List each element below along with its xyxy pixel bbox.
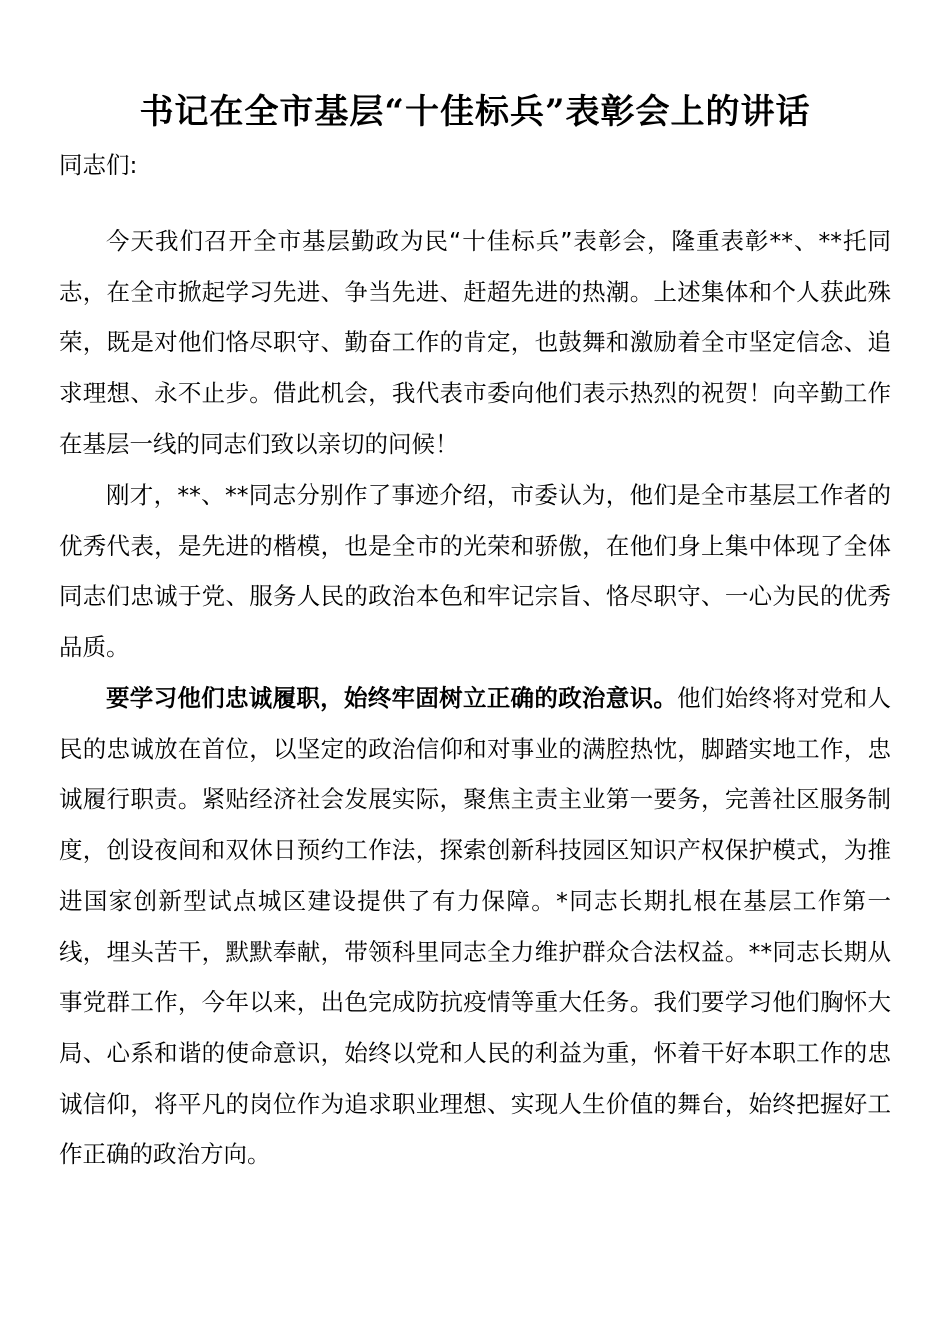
paragraph-3-lead: 要学习他们忠诚履职，始终牢固树立正确的政治意识。: [106, 684, 678, 712]
paragraph-2-text: 刚才，**、**同志分别作了事迹介绍，市委认为，他们是全市基层工作者的优秀代表，是先进的楷模，也是全市的光荣和骄傲，在他们身上集中体现了全体同志们忠诚于党、服务人民的政治本色和牢记宗旨、恪尽职守、一心为民的优秀品质。: [59, 481, 891, 662]
paragraph-3: [59, 673, 891, 1180]
paragraph-1: [59, 216, 891, 470]
salutation: 同志们:: [59, 151, 138, 179]
paragraph-2: [59, 470, 891, 673]
paragraph-3-text: 他们始终将对党和人民的忠诚放在首位，以坚定的政治信仰和对事业的满腔热忱，脚踏实地工作，忠诚履行职责。紧贴经济社会发展实际，聚焦主责主业第一要务，完善社区服务制度，创设夜间和双休日预约工作法，探索创新科技园区知识产权保护模式，为推进国家创新型试点城区建设提供了有力保障。*同志长期扎根在基层工作第一线，埋头苦干，默默奉献，带领科里同志全力维护群众合法权益。**同志长期从事党群工作，今年以来，出色完成防抗疫情等重大任务。我们要学习他们胸怀大局、心系和谐的使命意识，始终以党和人民的利益为重，怀着干好本职工作的忠诚信仰，将平凡的岗位作为追求职业理想、实现人生价值的舞台，始终把握好工作正确的政治方向。: [59, 684, 891, 1169]
document-title: 书记在全市基层“十佳标兵”表彰会上的讲话: [139, 92, 811, 132]
paragraph-1-text: 今天我们召开全市基层勤政为民“十佳标兵”表彰会，隆重表彰**、**托同志，在全市掀起学习先进、争当先进、赶超先进的热潮。上述集体和个人获此殊荣，既是对他们恪尽职守、勤奋工作的肯定，也鼓舞和激励着全市坚定信念、追求理想、永不止步。借此机会，我代表市委向他们表示热烈的祝贺！向辛勤工作在基层一线的同志们致以亲切的问候！: [59, 227, 891, 458]
